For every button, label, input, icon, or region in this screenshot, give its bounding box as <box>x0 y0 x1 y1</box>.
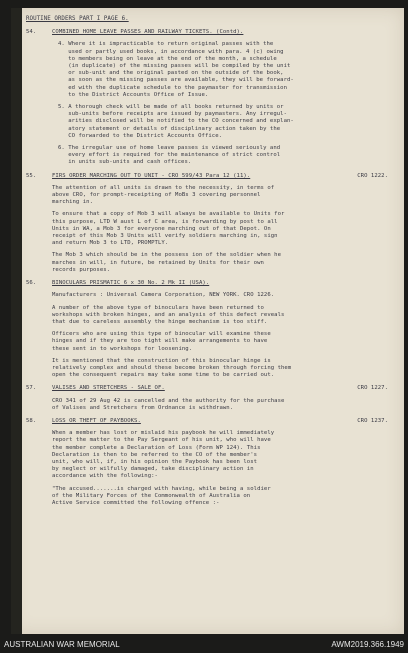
section-cro: CRO 1237. <box>357 417 388 424</box>
section-title: FIRS ORDER MARCHING OUT TO UNIT - CRO 599/43 Para 12 (11). <box>52 172 251 179</box>
section-heading <box>26 418 398 425</box>
document-text <box>26 16 398 507</box>
section-cro: CRO 1222. <box>357 172 388 179</box>
section-number: 55. <box>26 172 37 179</box>
paragraph: "The accused.......is charged with having, while being a soldier of the Military Forces of the Commonwealth of Australia on Active Service committed the following offence :- <box>52 485 271 506</box>
paragraph: Manufacturers : Universal Camera Corporation, NEW YORK. CRO 1226. <box>52 292 275 299</box>
paragraph: When a member has lost or mislaid his paybook he will immediately report the matter to the Pay Sergeant of his unit, who will have the member complete a Declaration of Loss (Form WP 124). This Declaration is then to be referred to the CO of the member's unit, who will, if, in his opinion the Paybook has been lost by neglect or wilfully damaged, take disciplinary action in accordance with the following:- <box>52 430 275 480</box>
section-cro <box>388 280 398 287</box>
section-cro: CRO 1227. <box>357 385 388 392</box>
section-title: COMBINED HOME LEAVE PASSES AND RAILWAY TICKETS. (Contd). <box>52 29 244 36</box>
section-heading <box>26 385 398 392</box>
page-header: ROUTINE ORDERS PART I PAGE 6. <box>26 16 129 22</box>
section-number: 56. <box>26 280 37 287</box>
paragraph: The Mob 3 which should be in the possess ion of the soldier when he marches in will, in future, be retained by Units for their own records purposes. <box>52 252 281 273</box>
section-title: VALISES AND STRETCHERS - SALE OF. <box>52 385 165 392</box>
section-number: 54. <box>26 29 37 36</box>
paragraph: 4. Where it is impracticable to return original passes with the used or partly used books, in accordance with para. 4 (c) owing to members being on leave at the end of the month, a schedule (in duplicate) of the missing passes will be compiled by the unit or sub-unit and the original pasted on the outside of the book, as soon as the missing passes are available, they will be forward- ed with the duplicate schedule to the paymaster for transmission to the District Accounts Office of Issue. <box>58 41 294 98</box>
archive-credit: AUSTRALIAN WAR MEMORIAL <box>4 640 120 649</box>
paragraph: To ensure that a copy of Mob 3 will always be available to Units for this purpose, LTD W aust L of C area, is forwarding by post to all Units in WA, a Mob 3 for everyone marching out of that Depot. On receipt of this Mob 3 Units will verify soldiers marching in, sign and return Mob 3 to LTD, PROMPTLY. <box>52 211 285 247</box>
paragraph: 6. The irregular use of home leave passes is viewed seriously and every effort is required for the maintenance of strict control in units sub-units and cash offices. <box>58 145 281 166</box>
section-heading <box>26 29 398 36</box>
binding-edge <box>11 8 22 634</box>
paragraph: A number of the above type of binoculars have been returned to workshops with broken hinges, and an analysis of this defect reveals that due to careless assembly the hinge mechanism is too stiff. <box>52 304 285 325</box>
section-heading <box>26 173 398 180</box>
section-heading <box>26 280 398 287</box>
archive-accession-number: AWM2019.366.1949 <box>331 640 404 649</box>
paragraph: Officers who are using this type of binocular will examine these hinges and if they are too tight will make arrangements to have these sent in to workshops for loosening. <box>52 331 271 352</box>
section-number: 57. <box>26 385 37 392</box>
section-cro <box>388 29 398 36</box>
section-title: LOSS OR THEFT OF PAYBOOKS. <box>52 417 141 424</box>
paragraph: 5. A thorough check will be made of all books returned by units or sub-units before receipts are issued by paymasters. Any irregul- arities disclosed will be notified to the CO concerned and explan- atory statement or details of disciplinary action taken by the CO forwarded to the District Accounts Office. <box>58 104 294 139</box>
paragraph: CRO 341 of 29 Aug 42 is cancelled and the authority for the purchase of Valises and Stretchers from Ordnance is withdrawn. <box>52 397 285 411</box>
archive-footer <box>0 637 408 653</box>
section-number: 58. <box>26 417 37 424</box>
section-title: BINOCULARS PRISMATIC 6 x 30 No. 2 Mk II (USA). <box>52 280 210 287</box>
paragraph: It is mentioned that the construction of this binocular hinge is relatively complex and should these become broken through forcing them open the consequent repairs may take some time to be carried out. <box>52 357 292 379</box>
paragraph: The attention of all units is drawn to the necessity, in terms of above CRO, for prompt-receipting of MoBs 3 covering personnel marching in. <box>52 184 275 206</box>
